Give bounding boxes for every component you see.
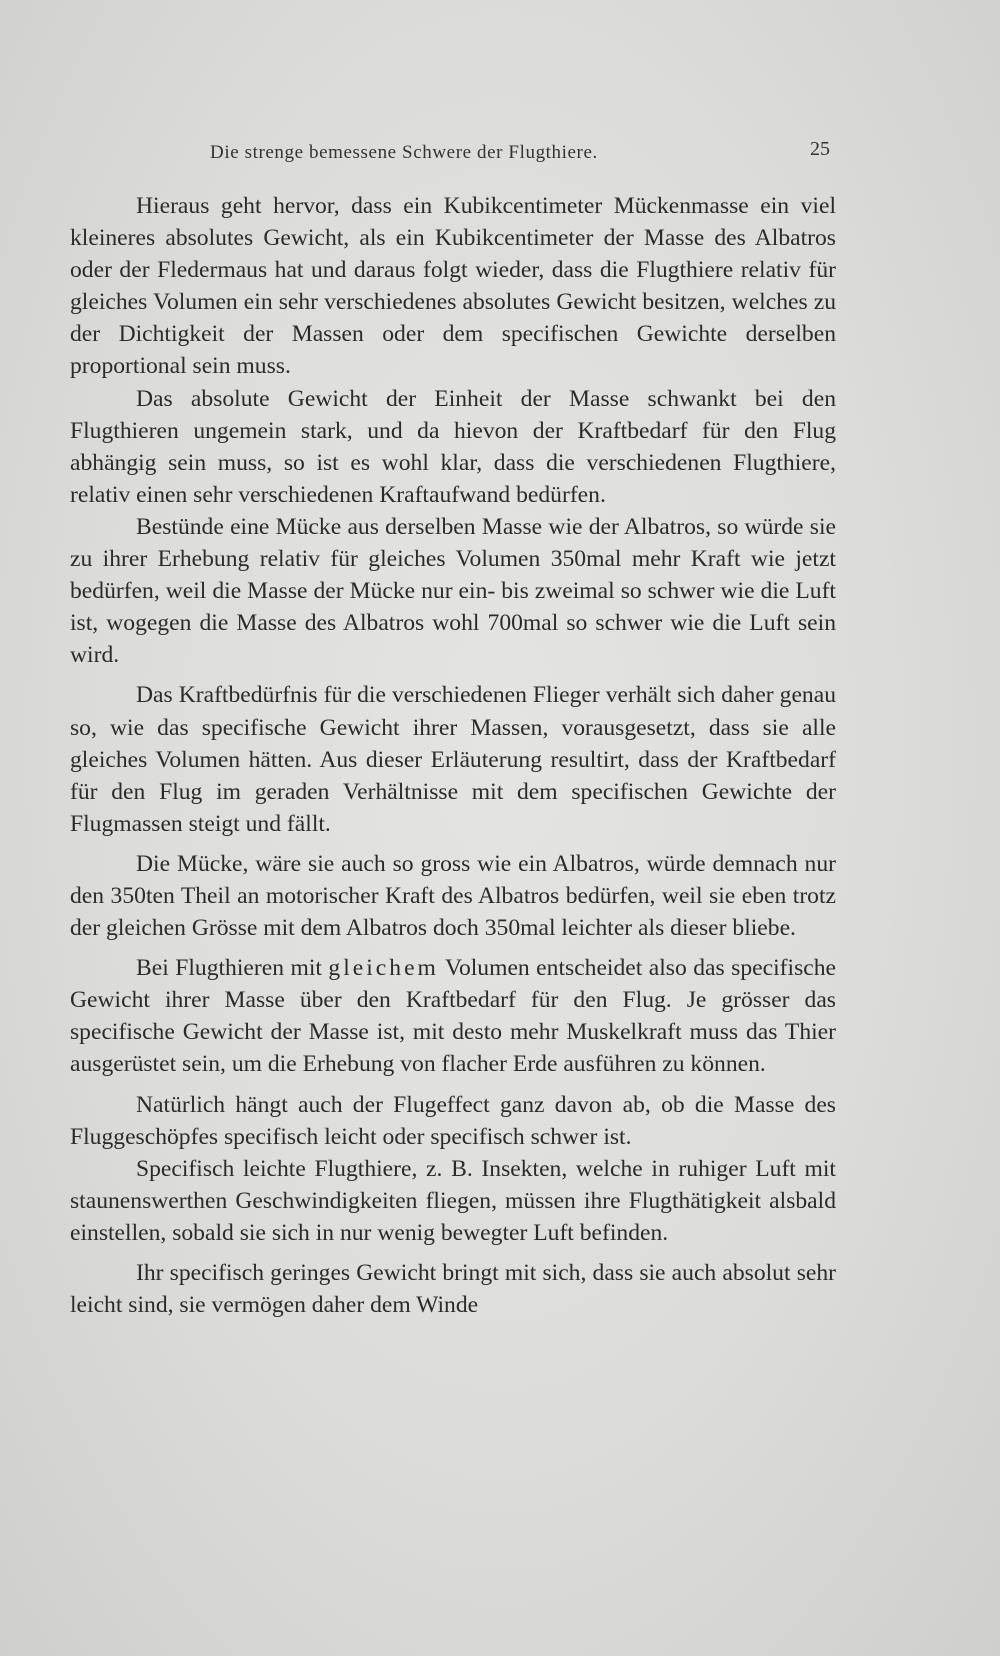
paragraph-9: Ihr specifisch geringes Gewicht bringt mit sich, dass sie auch absolut sehr leicht sind, sie vermögen daher dem Winde	[70, 1260, 836, 1319]
paragraph-8: Specifisch leichte Flugthiere, z. B. Insekten, welche in ruhiger Luft mit staunenswerthen Geschwindigkeiten fliegen, müssen ihre Flugthätigkeit alsbald einstellen, sobald sie sich in nur wenig bewegter Luft befinden.	[70, 1155, 836, 1246]
paragraph-6-start: Bei Flugthieren mit	[136, 955, 329, 982]
paragraph-5: Die Mücke, wäre sie auch so gross wie ein Albatros, würde demnach nur den 350ten Theil an motorischer Kraft des Albatros bedürfen, weil sie eben trotz der gleichen Grösse mit dem Albatros doch 350mal leichter als dieser bliebe.	[70, 850, 836, 942]
paragraph-4: Das Kraftbedürfnis für die verschiedenen Flieger verhält sich daher genau so, wie das specifische Gewicht ihrer Massen, vorausgesetzt, dass sie alle gleiches Volumen hätten. Aus dieser Erläuterung resultirt, dass der Kraftbedarf für den Flug im geraden Verhältnisse mit dem specifischen Gewichte der Flugmassen steigt und fällt.	[70, 682, 836, 837]
paragraph-7: Natürlich hängt auch der Flugeffect ganz davon ab, ob die Masse des Fluggeschöpfes specifisch leicht oder specifisch schwer ist.	[70, 1091, 836, 1150]
paragraph-3: Bestünde eine Mücke aus derselben Masse wie der Albatros, so würde sie zu ihrer Erhebung relativ für gleiches Volumen 350mal mehr Kraft wie jetzt bedürfen, weil die Masse der Mücke nur ein- bis zweimal so schwer wie die Luft ist, wogegen die Masse des Albatros wohl 700mal so schwer wie die Luft sein wird.	[70, 513, 836, 669]
paragraph-1: Hieraus geht hervor, dass ein Kubikcentimeter Mückenmasse ein viel kleineres absolutes Gewicht, als ein Kubikcentimeter der Masse des Albatros oder der Fledermaus hat und daraus folgt wieder, dass die Flugthiere relativ für gleiches Volumen ein sehr verschiedenes absolutes Gewicht besitzen, welches zu der Dichtigkeit der Massen oder dem specifischen Gewichte derselben proportional sein muss.	[70, 193, 836, 380]
paragraph-2: Das absolute Gewicht der Einheit der Masse schwankt bei den Flugthieren ungemein stark, und da hievon der Kraftbedarf für den Flug abhängig sein muss, so ist es wohl klar, dass die verschiedenen Flugthiere, relativ einen sehr verschiedenen Kraftaufwand bedürfen.	[70, 385, 836, 508]
body-text	[70, 190, 836, 1321]
emphasized-word: gleichem	[328, 955, 439, 982]
paragraph-6	[70, 952, 836, 1080]
page-number: 25	[810, 138, 830, 160]
paragraph-6-end: Volumen entscheidet also das specifische Gewicht ihrer Masse über den Kraftbedarf für den Flug. Je grösser das specifische Gewicht der Masse ist, mit desto mehr Muskelkraft muss das Thier ausgerüstet sein, um die Erhebung von flacher Erde ausführen zu können.	[70, 955, 836, 1078]
running-head-title: Die strenge bemessene Schwere der Flugthiere.	[210, 142, 598, 163]
